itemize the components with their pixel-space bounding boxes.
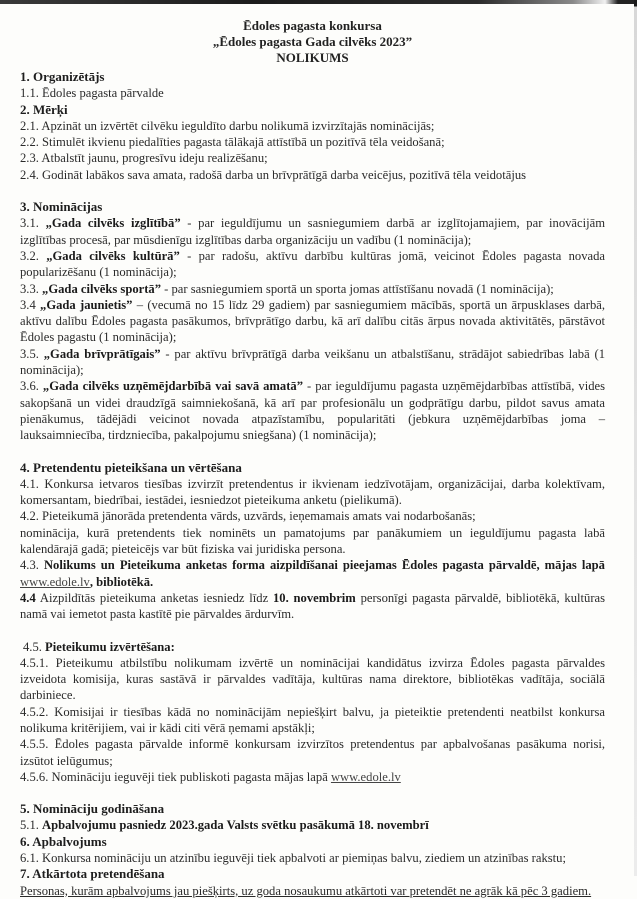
nomination-item — [20, 297, 605, 346]
bold-text: , bibliotēkā. — [89, 574, 154, 589]
section-6-heading: 6. Apbalvojums — [20, 833, 107, 849]
paragraph-4-2: 4.2. Pieteikumā jānorāda pretendenta vārds, uzvārds, ieņemamais amats vai nodarbošanās; — [20, 509, 476, 524]
spacer — [20, 623, 605, 639]
paragraph-5-1 — [20, 817, 605, 833]
paragraph-7: Personas, kurām apbalvojums jau piešķirts, uz goda nosaukumu atkārtoti var pretendēt ne agrāk kā pēc 3 gadiem. — [20, 883, 592, 898]
paragraph-4-4 — [20, 590, 605, 623]
nomination-description: - par aktīvu brīvprātīgā darba veikšanu un atbalstīšanu, strādājot sabiedrības labā (1 nominācija); — [20, 346, 605, 378]
item-number: 3.6. — [20, 379, 43, 394]
nomination-description: - par radošu, aktīvu darbību kultūras jomā, veicinot Ēdoles pagasta novada popularizēšanu (1 nominācija); — [20, 248, 605, 280]
title-line-1: Ēdoles pagasta konkursa — [243, 18, 382, 33]
bold-text: Nolikums un Pieteikuma anketas forma aizpildīšanai pieejamas Ēdoles pagasta pārvaldē, mājas lapā — [43, 558, 605, 573]
paragraph-4-5-6 — [20, 769, 605, 785]
nomination-item — [20, 346, 605, 379]
section-2-item: 2.4. Godināt labākos sava amata, radošā darba un brīvprātīgā darba veicējus, pozitīvā tēla veidotājus — [20, 167, 527, 182]
item-number: 3.5. — [20, 346, 44, 361]
paragraph-4-5-5: 4.5.5. Ēdoles pagasta pārvalde informē konkursam izvirzītos pretendentus par apbalvošanas pasākuma norisi, izsūtot ielūgumus; — [20, 737, 605, 768]
nomination-description: - par ieguldījumu pagasta uzņēmējdarbības attīstībā, vides sakopšanā un videi draudzīgā saimniekošanā, kā arī par profesionālu un godprātīgu darbu, pildot savus amata pienākumus, tādējādi veicinot novada atpazīstamību, popularitāti (jebkura uzņēmējdarbības joma – lauksaimniecība, tirdzniecība, pakalpojumu sniegšana) (1 nominācija); — [20, 379, 605, 443]
item-number: 3.2. — [20, 248, 47, 263]
paragraph-4-1: 4.1. Konkursa ietvaros tiesības izvirzīt pretendentus ir ikvienam iedzīvotājam, organizācijai, darba kolektīvam, komersantam, biedrībai, iestādei, iesniedzot pieteikuma anketu (pielikumā). — [20, 476, 605, 508]
text: Aizpildītās pieteikuma anketas iesniedz līdz — [35, 590, 273, 605]
bold-text: Apbalvojumu pasniedz 2023.gada Valsts svētku pasākumā 18. novembrī — [42, 818, 429, 833]
section-2-item: 2.3. Atbalstīt jaunu, progresīvu ideju realizēšanu; — [20, 151, 268, 166]
paragraph-4-3 — [20, 557, 605, 590]
spacer — [20, 183, 605, 199]
nomination-item — [20, 378, 605, 443]
section-3-heading: 3. Nominācijas — [20, 199, 103, 215]
section-5-heading: 5. Nomināciju godināšana — [20, 801, 165, 817]
item-number: 4.3. — [20, 558, 44, 573]
nomination-name: „Gada cilvēks izglītībā” — [45, 216, 181, 231]
nomination-name: „Gada cilvēks uzņēmējdarbībā vai savā amatā” — [42, 379, 304, 394]
item-number: 3.4 — [20, 297, 41, 312]
item-number: 4.4 — [20, 590, 36, 605]
title-line-3: NOLIKUMS — [276, 50, 349, 65]
section-2-item: 2.2. Stimulēt ikvienu piedalīties pagasta tālākajā attīstībā un pozitīvā tēla veidošanā; — [20, 135, 445, 150]
nomination-item — [20, 215, 605, 248]
text: 4.5.6. Nomināciju ieguvēji tiek publiskoti pagasta mājas lapā — [20, 769, 331, 784]
item-number: 3.1. — [20, 216, 46, 231]
spacer — [20, 444, 605, 460]
section-1-item: 1.1. Ēdoles pagasta pārvalde — [20, 86, 164, 101]
nomination-description: - par ieguldījumu un sasniegumiem darbā ar izglītojamajiem, par inovācijām izglītības procesā, par mūsdienīgu izglītības darba organizāciju un vadību (1 nominācija); — [20, 216, 605, 247]
nomination-name: „Gada cilvēks sportā” — [42, 281, 161, 296]
paragraph-6-1: 6.1. Konkursa nomināciju un atzinību ieguvēji tiek apbalvoti ar piemiņas balvu, ziediem un atzinības rakstu; — [20, 851, 566, 866]
spacer — [20, 785, 605, 801]
paragraph-4-5-2: 4.5.2. Komisijai ir tiesības kādā no nominācijām nepiešķirt balvu, ja pieteiktie pretendenti neatbilst konkursa nolikuma kritērijiem, vai ir kādi citi vērā ņemami apstākļi; — [20, 704, 605, 735]
document-title — [20, 18, 605, 66]
paragraph-4-5-1: 4.5.1. Pieteikumu atbilstību nolikumam izvērtē un nominācijai kandidātus izvirza Ēdoles pagasta pārvaldes izveidota komisija, kuras sastāvā ir pārvaldes vadītāja, kultūras nama direktore, bibliotēkas vadītāja, sociālā darbiniece. — [20, 655, 605, 703]
nomination-item — [20, 248, 605, 281]
website-link[interactable]: www.edole.lv — [330, 769, 401, 784]
website-link[interactable]: www.edole.lv — [20, 574, 90, 589]
document-page — [20, 18, 605, 899]
nomination-name: „Gada jaunietis” — [40, 297, 133, 312]
section-1-heading: 1. Organizētājs — [20, 69, 105, 84]
item-number: 4.5. — [23, 639, 46, 654]
nomination-name: „Gada cilvēks kultūrā” — [46, 248, 180, 263]
item-number: 3.3. — [20, 281, 43, 296]
item-number: 5.1. — [20, 818, 43, 833]
nomination-name: „Gada brīvprātīgais” — [43, 346, 161, 361]
text: personīgi pagasta pārvaldē, bibliotēkā, kultūras namā vai iemetot pasta kastītē pie pārvaldes ārdurvīm. — [20, 590, 606, 622]
paragraph-4-2-cont: nominācija, kurā pretendents tiek nominēts un pamatojums par panākumiem un ieguldījumu pagasta labā kalendārajā gadā; pieteicējs var būt fiziska vai juridiska persona. — [20, 525, 605, 557]
title-line-2: „Ēdoles pagasta Gada cilvēks 2023” — [212, 34, 413, 49]
nomination-description: - par sasniegumiem sportā un sporta jomas attīstīšanu novadā (1 nominācija); — [161, 281, 554, 296]
section-4-heading: 4. Pretendentu pieteikšana un vērtēšana — [20, 459, 242, 475]
subsection-4-5-heading — [20, 639, 605, 655]
section-2-item: 2.1. Apzināt un izvērtēt cilvēku ieguldīto darbu nolikumā izvirzītajās nominācijās; — [20, 118, 435, 133]
nomination-description: – (vecumā no 15 līdz 29 gadiem) par sasniegumiem mācībās, sportā un ārpusklases darbā, aktīvu dalību Ēdoles pagasta pasākumos, brīvprātīgo darbu, kā arī dalību citās ārpus novada aktivitātēs, pārstāvot Ēdoles pagastu (1 nominācija); — [20, 297, 606, 345]
subsection-title: Pieteikumu izvērtēšana: — [45, 639, 175, 654]
section-7-heading: 7. Atkārtota pretendēšana — [20, 866, 165, 882]
scan-border-top — [0, 0, 637, 4]
section-2-heading: 2. Mērķi — [20, 101, 68, 117]
nomination-item — [20, 281, 605, 297]
deadline-date: 10. novembrim — [272, 590, 356, 605]
